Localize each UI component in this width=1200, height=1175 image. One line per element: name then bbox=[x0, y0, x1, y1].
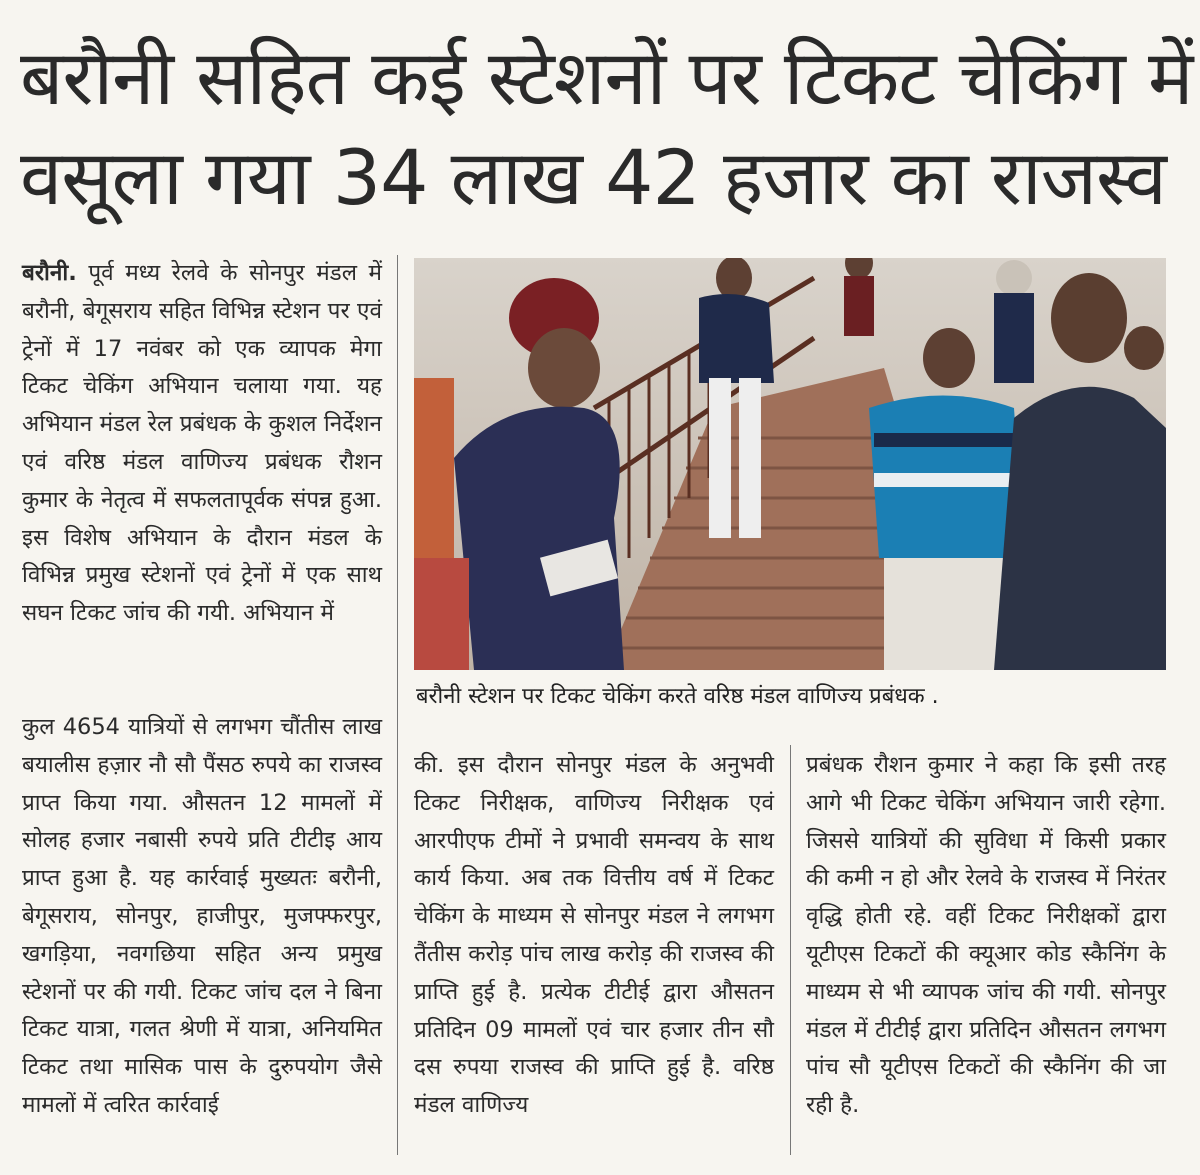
dateline: बरौनी. bbox=[22, 260, 77, 286]
column-divider-1 bbox=[397, 255, 398, 1155]
article-column-3 bbox=[806, 747, 1166, 1125]
article-column-1-bottom bbox=[22, 709, 382, 1125]
headline-line-1: बरौनी सहित कई स्टेशनों पर टिकट चेकिंग में bbox=[20, 33, 1193, 122]
headline bbox=[20, 28, 1193, 228]
article-text-col1-top: पूर्व मध्य रेलवे के सोनपुर मंडल में बरौनी, बेगूसराय सहित विभिन्न स्टेशन पर एवं ट्रेनों में 17 नवंबर को एक व्यापक मेगा टिकट चेकिंग अभियान चलाया गया. यह अभियान मंडल रेल प्रबंधक के कुशल निर्देशन एवं वरिष्ठ मंडल वाणिज्य प्रबंधक रौशन कुमार के नेतृत्व में सफलतापूर्वक संपन्न हुआ. इस विशेष अभियान के दौरान मंडल के विभिन्न प्रमुख स्टेशनों एवं ट्रेनों में एक साथ सघन टिकट जांच की गयी. अभियान में bbox=[22, 260, 382, 627]
article-text-col3: प्रबंधक रौशन कुमार ने कहा कि इसी तरह आगे भी टिकट चेकिंग अभियान जारी रहेगा. जिससे यात्रियों की सुविधा में किसी प्रकार की कमी न हो और रेलवे के राजस्व में निरंतर वृद्धि होती रहे. वहीं टिकट निरीक्षकों द्वारा यूटीएस टिकटों की क्यूआर कोड स्कैनिंग के माध्यम से भी व्यापक जांच की गयी. सोनपुर मंडल में टीटीई द्वारा प्रतिदिन औसतन लगभग पांच सौ यूटीएस टिकटों की स्कैनिंग की जा रही है. bbox=[806, 752, 1166, 1119]
article-text-col1-bottom: कुल 4654 यात्रियों से लगभग चौंतीस लाख बयालीस हज़ार नौ सौ पैंसठ रुपये का राजस्व प्राप्त किया गया. औसतन 12 मामलों में सोलह हजार नबासी रुपये प्रति टीटीइ आय प्राप्त हुआ है. यह कार्रवाई मुख्यतः बरौनी, बेगूसराय, सोनपुर, हाजीपुर, मुजफ्फरपुर, खगड़िया, नवगछिया सहित अन्य प्रमुख स्टेशनों पर की गयी. टिकट जांच दल ने बिना टिकट यात्रा, गलत श्रेणी में यात्रा, अनियमित टिकट तथा मासिक पास के दुरुपयोग जैसे मामलों में त्वरित कार्रवाई bbox=[22, 714, 382, 1118]
news-photo bbox=[414, 258, 1166, 670]
photo-caption: बरौनी स्टेशन पर टिकट चेकिंग करते वरिष्ठ मंडल वाणिज्य प्रबंधक . bbox=[416, 684, 939, 709]
article-column-1-top bbox=[22, 255, 382, 633]
headline-line-2: वसूला गया 34 लाख 42 हजार का राजस्व bbox=[20, 133, 1166, 222]
column-divider-2 bbox=[790, 745, 791, 1155]
article-text-col2: की. इस दौरान सोनपुर मंडल के अनुभवी टिकट निरीक्षक, वाणिज्य निरीक्षक एवं आरपीएफ टीमों ने प्रभावी समन्वय के साथ कार्य किया. अब तक वित्तीय वर्ष में टिकट चेकिंग के माध्यम से सोनपुर मंडल ने लगभग तैंतीस करोड़ पांच लाख करोड़ की राजस्व की प्राप्ति हुई है. प्रत्येक टीटीई द्वारा औसतन प्रतिदिन 09 मामलों एवं चार हजार तीन सौ दस रुपया राजस्व की प्राप्ति हुई है. वरिष्ठ मंडल वाणिज्य bbox=[414, 752, 774, 1119]
article-column-2 bbox=[414, 747, 774, 1125]
